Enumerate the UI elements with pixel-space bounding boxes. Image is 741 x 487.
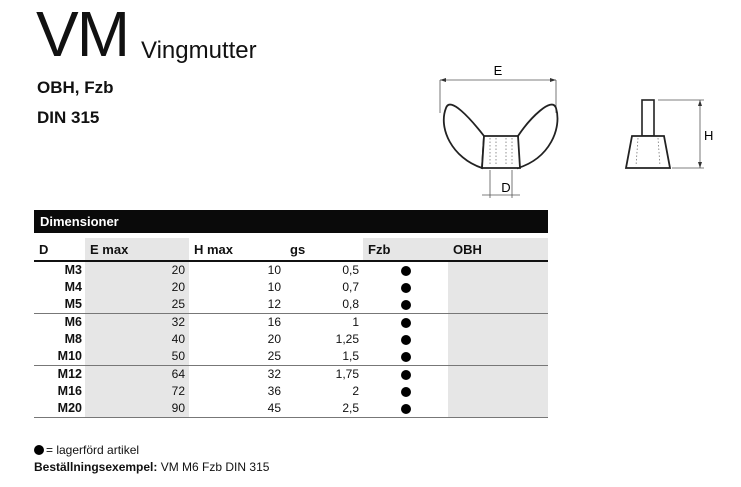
size-cell: M16: [57, 384, 82, 398]
fzb-cell: [363, 279, 448, 296]
e-max-cell: 20: [85, 262, 189, 279]
h-max-cell: 45: [267, 401, 281, 415]
order-label: Beställningsexempel:: [34, 460, 158, 474]
gs-cell: 0,8: [342, 297, 359, 311]
obh-cell: [448, 383, 548, 400]
size-cell: M12: [57, 367, 82, 381]
e-max-cell: 50: [85, 348, 189, 365]
gs-cell: 0,5: [342, 263, 359, 277]
size-cell: M3: [64, 263, 82, 277]
stock-dot-icon: [34, 445, 44, 455]
table-row: [34, 279, 548, 296]
table-row: [34, 366, 548, 383]
fzb-cell: [363, 348, 448, 365]
fzb-cell: [363, 262, 448, 279]
gs-cell: 1: [352, 315, 359, 329]
column-header: H max: [194, 242, 234, 257]
gs-cell: 2: [352, 384, 359, 398]
gs-cell: 0,7: [342, 280, 359, 294]
fzb-cell: [363, 331, 448, 348]
stock-dot-icon: [401, 266, 411, 276]
obh-cell: [448, 314, 548, 331]
column-header: E max: [85, 238, 189, 260]
order-example: [34, 460, 269, 474]
h-max-cell: 16: [267, 315, 281, 329]
h-max-cell: 25: [267, 349, 281, 363]
fzb-cell: [363, 383, 448, 400]
stock-dot-icon: [401, 404, 411, 414]
obh-cell: [448, 348, 548, 365]
stock-dot-icon: [401, 283, 411, 293]
dimension-d-label: D: [501, 180, 511, 195]
gs-cell: 1,75: [335, 367, 359, 381]
stock-dot-icon: [401, 370, 411, 380]
dimension-table: [34, 210, 548, 418]
e-max-cell: 64: [85, 366, 189, 383]
row-group: [34, 262, 548, 314]
table-row: [34, 296, 548, 313]
obh-cell: [448, 331, 548, 348]
table-header-row: [34, 238, 548, 262]
size-cell: M10: [57, 349, 82, 363]
dimension-e-label: E: [493, 63, 503, 78]
fzb-cell: [363, 314, 448, 331]
obh-cell: [448, 262, 548, 279]
fzb-cell: [363, 400, 448, 417]
legend-text: = lagerförd artikel: [46, 443, 140, 457]
size-cell: M5: [64, 297, 82, 311]
table-title: Dimensioner: [34, 210, 548, 233]
dimension-h-label: H: [704, 128, 714, 143]
size-cell: M20: [57, 401, 82, 415]
column-header: gs: [290, 242, 306, 257]
size-cell: M8: [64, 332, 82, 346]
e-max-cell: 40: [85, 331, 189, 348]
stock-dot-icon: [401, 352, 411, 362]
product-code: VM: [36, 0, 128, 70]
gs-cell: 1,25: [335, 332, 359, 346]
table-row: [34, 314, 548, 331]
h-max-cell: 12: [267, 297, 281, 311]
obh-cell: [448, 279, 548, 296]
e-max-cell: 90: [85, 400, 189, 417]
e-max-cell: 25: [85, 296, 189, 313]
row-group: [34, 366, 548, 418]
table-row: [34, 383, 548, 400]
stock-dot-icon: [401, 335, 411, 345]
fzb-cell: [363, 296, 448, 313]
e-max-cell: 32: [85, 314, 189, 331]
table-row: [34, 348, 548, 365]
fzb-cell: [363, 366, 448, 383]
table-row: [34, 331, 548, 348]
gs-cell: 1,5: [342, 349, 359, 363]
e-max-cell: 72: [85, 383, 189, 400]
product-name: Vingmutter: [141, 37, 257, 64]
h-max-cell: 10: [267, 263, 281, 277]
size-cell: M4: [64, 280, 82, 294]
variant-line: OBH, Fzb: [37, 78, 114, 97]
column-header: D: [39, 242, 49, 257]
standard-line: DIN 315: [37, 108, 100, 127]
row-group: [34, 314, 548, 366]
h-max-cell: 32: [267, 367, 281, 381]
table-row: [34, 400, 548, 417]
table-row: [34, 262, 548, 279]
e-max-cell: 20: [85, 279, 189, 296]
wingnut-drawing: [420, 58, 720, 208]
h-max-cell: 36: [267, 384, 281, 398]
legend: [34, 443, 139, 457]
size-cell: M6: [64, 315, 82, 329]
h-max-cell: 20: [267, 332, 281, 346]
stock-dot-icon: [401, 387, 411, 397]
obh-cell: [448, 296, 548, 313]
obh-cell: [448, 400, 548, 417]
gs-cell: 2,5: [342, 401, 359, 415]
column-header: Fzb: [363, 238, 448, 260]
stock-dot-icon: [401, 318, 411, 328]
obh-cell: [448, 366, 548, 383]
column-header: OBH: [448, 238, 548, 260]
stock-dot-icon: [401, 300, 411, 310]
table-body: [34, 262, 548, 418]
h-max-cell: 10: [267, 280, 281, 294]
order-value: VM M6 Fzb DIN 315: [160, 460, 270, 474]
